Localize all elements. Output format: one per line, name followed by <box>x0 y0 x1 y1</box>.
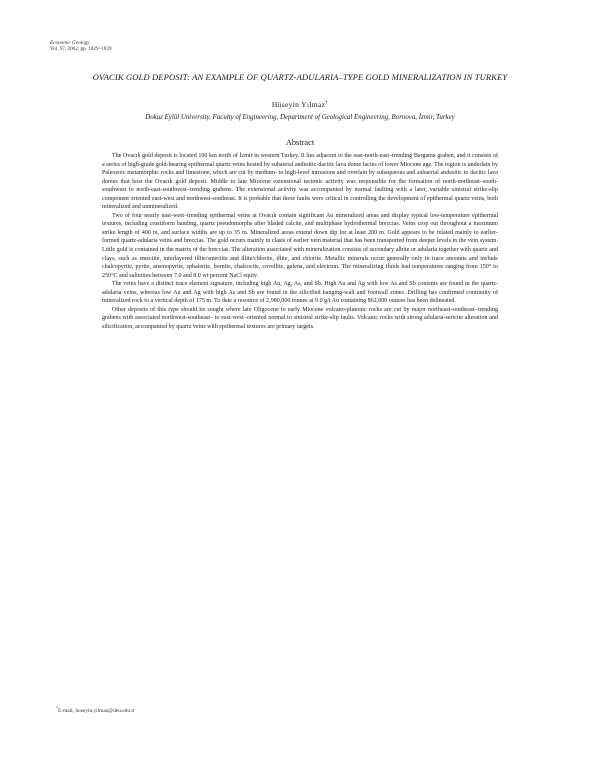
footnote-email: E-mail, huseyin.yilmaz@deu.edu.tr <box>58 707 135 714</box>
abstract-paragraph: Other deposits of this type should be sought where late Oligocene to early Miocene volcano-plutonic rocks are cut by major northeast-southeast–trending grabens with associated northwest-southeast– to east-west–oriented normal to sinistral strike-slip faults. Volcanic rocks with strong adularia-sericite alteration and silicification, accompanied by quartz veins with epithermal textures are primary targets. <box>102 306 498 330</box>
author-name: Hüseyin Yılmaz <box>271 100 326 109</box>
corresponding-author-footnote <box>56 705 135 714</box>
journal-name: Economic Geology <box>50 40 90 46</box>
journal-citation: Vol. 97, 2002, pp. 1829–1839 <box>50 46 112 53</box>
journal-header <box>50 40 112 53</box>
author-affiliation: Dokuz Eylül University, Faculty of Engineering, Department of Geological Engineering, Bornova, İzmir, Turkey <box>145 114 455 121</box>
author-footnote-marker: † <box>325 100 329 106</box>
abstract-paragraph: Two of four nearly east-west–trending epithermal veins at Ovacık contain significant Au mineralized areas and display typical low-temperature epithermal textures, including crustiform banding, quartz pseudomorphs after bladed calcite, and multiphase hydrothermal breccias. Veins crop out throughout a maximum strike length of 400 m, and surface widths are up to 35 m. Mineralized areas extend down dip for at least 200 m. Gold appears to be related mainly to earlier-formed quartz-adularia veins and breccias. The gold occurs mainly in clasts of earlier vein material that has been transported from deeper levels in the vein system. Little gold is contained in the matrix of the breccias. The alteration associated with mineralization consists of secondary albite or adularia together with quartz and clays, such as smectite, interlayered illite/smectite and illite/chlorite, illite, and chlorite. Metallic minerals occur generally only in trace amounts and include chalcopyrite, pyrite, arsenopyrite, sphalerite, bornite, chalcocite, covellite, galena, and electrum. The mineralizing fluids had temperatures ranging from 150° to 250°C and salinities between 7.0 and 8.0 wt percent NaCl equiv. <box>102 212 498 279</box>
abstract-paragraph: The Ovacık gold deposit is located 100 km north of İzmir in western Turkey. It lies adjacent to the east-north-east–trending Bergama graben, and it consists of a series of high-grade gold-bearing epithermal quartz veins hosted by subaerial andesitic-dacitic lava dome facies of lower Miocene age. The region is underlain by Paleozoic metamorphic rocks and limestone, which are cut by medium- to high-level intrusions and overlain by subaqueous and subaerial andesitic to dacitic lava domes that host the Ovacık gold deposit. Middle to late Miocene extensional tectonic activity was responsible for the formation of north-northeast–south-southwest to north-east-southwest–trending grabens. The extensional activity was accompanied by normal faulting with a later, variable sinistral strike-slip component oriented east-west and northwest-southeast. It is probable that these faults were critical in controlling the development of epithermal quartz veins, both mineralized and unmineralized. <box>102 153 498 211</box>
footnote-marker: † <box>56 705 58 710</box>
author-line <box>50 100 550 109</box>
abstract-heading: Abstract <box>285 138 315 147</box>
paper-title: OVACIK GOLD DEPOSIT: AN EXAMPLE OF QUARTZ-ADULARIA–TYPE GOLD MINERALIZATION IN TURKEY <box>92 72 508 82</box>
abstract-paragraph: The veins have a distinct trace element signature, including high Au, Ag, As, and Sb. High Au and Ag with low As and Sb contents are found in the quartz-adularia veins, whereas low Au and Ag with high As and Sb are found in the silicified hanging-wall and footwall zones. Drilling has confirmed continuity of mineralized rock to a vertical depth of 175 m. To date a resource of 2,980,000 tonnes at 9.0 g/t Au containing 862,000 ounces has been delineated. <box>102 281 498 305</box>
abstract-body <box>102 152 498 331</box>
